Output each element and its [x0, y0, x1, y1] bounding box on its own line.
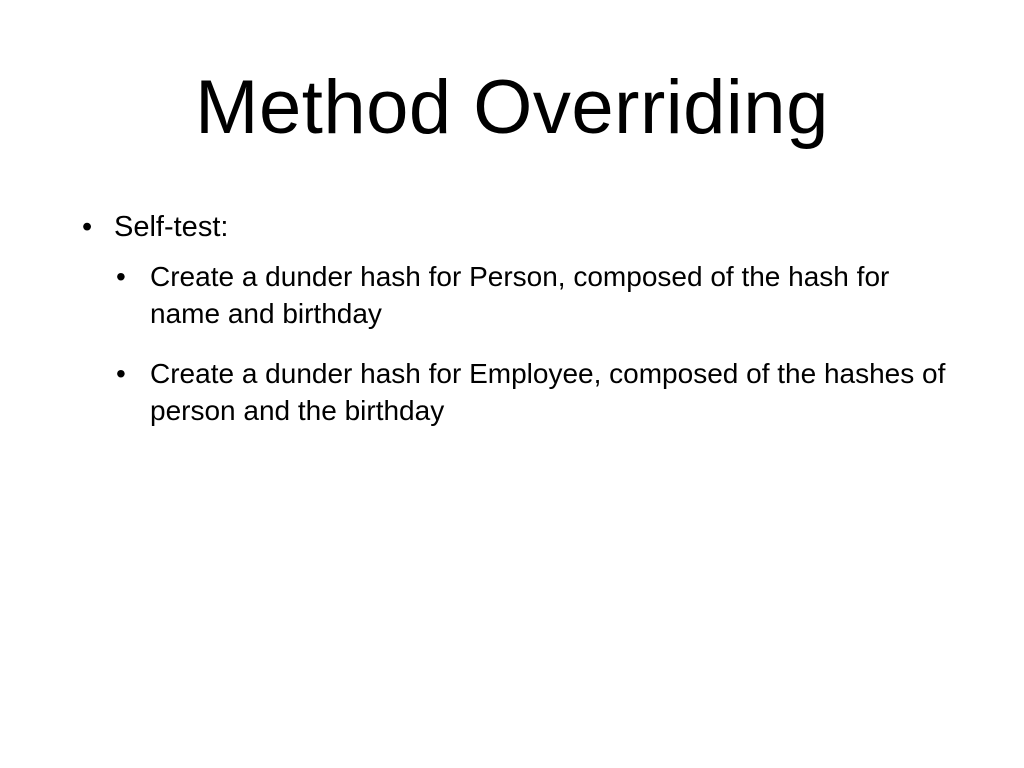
sub-bullet-text: Create a dunder hash for Employee, composed of the hashes of person and the birthday — [150, 358, 946, 426]
sub-bullet-employee-hash — [78, 355, 958, 429]
bullet-dot: • — [82, 211, 93, 243]
bullet-text: Self-test: — [114, 211, 229, 243]
slide-title: Method Overriding — [195, 65, 829, 150]
sub-bullet-list — [78, 258, 958, 429]
bullet-self-test — [78, 204, 958, 250]
sub-bullet-person-hash — [78, 258, 958, 332]
sub-bullet-dot: • — [116, 358, 126, 389]
sub-bullet-dot: • — [116, 261, 126, 292]
sub-bullet-text: Create a dunder hash for Person, composed of the hash for name and birthday — [150, 261, 890, 329]
slide-body — [78, 204, 958, 452]
